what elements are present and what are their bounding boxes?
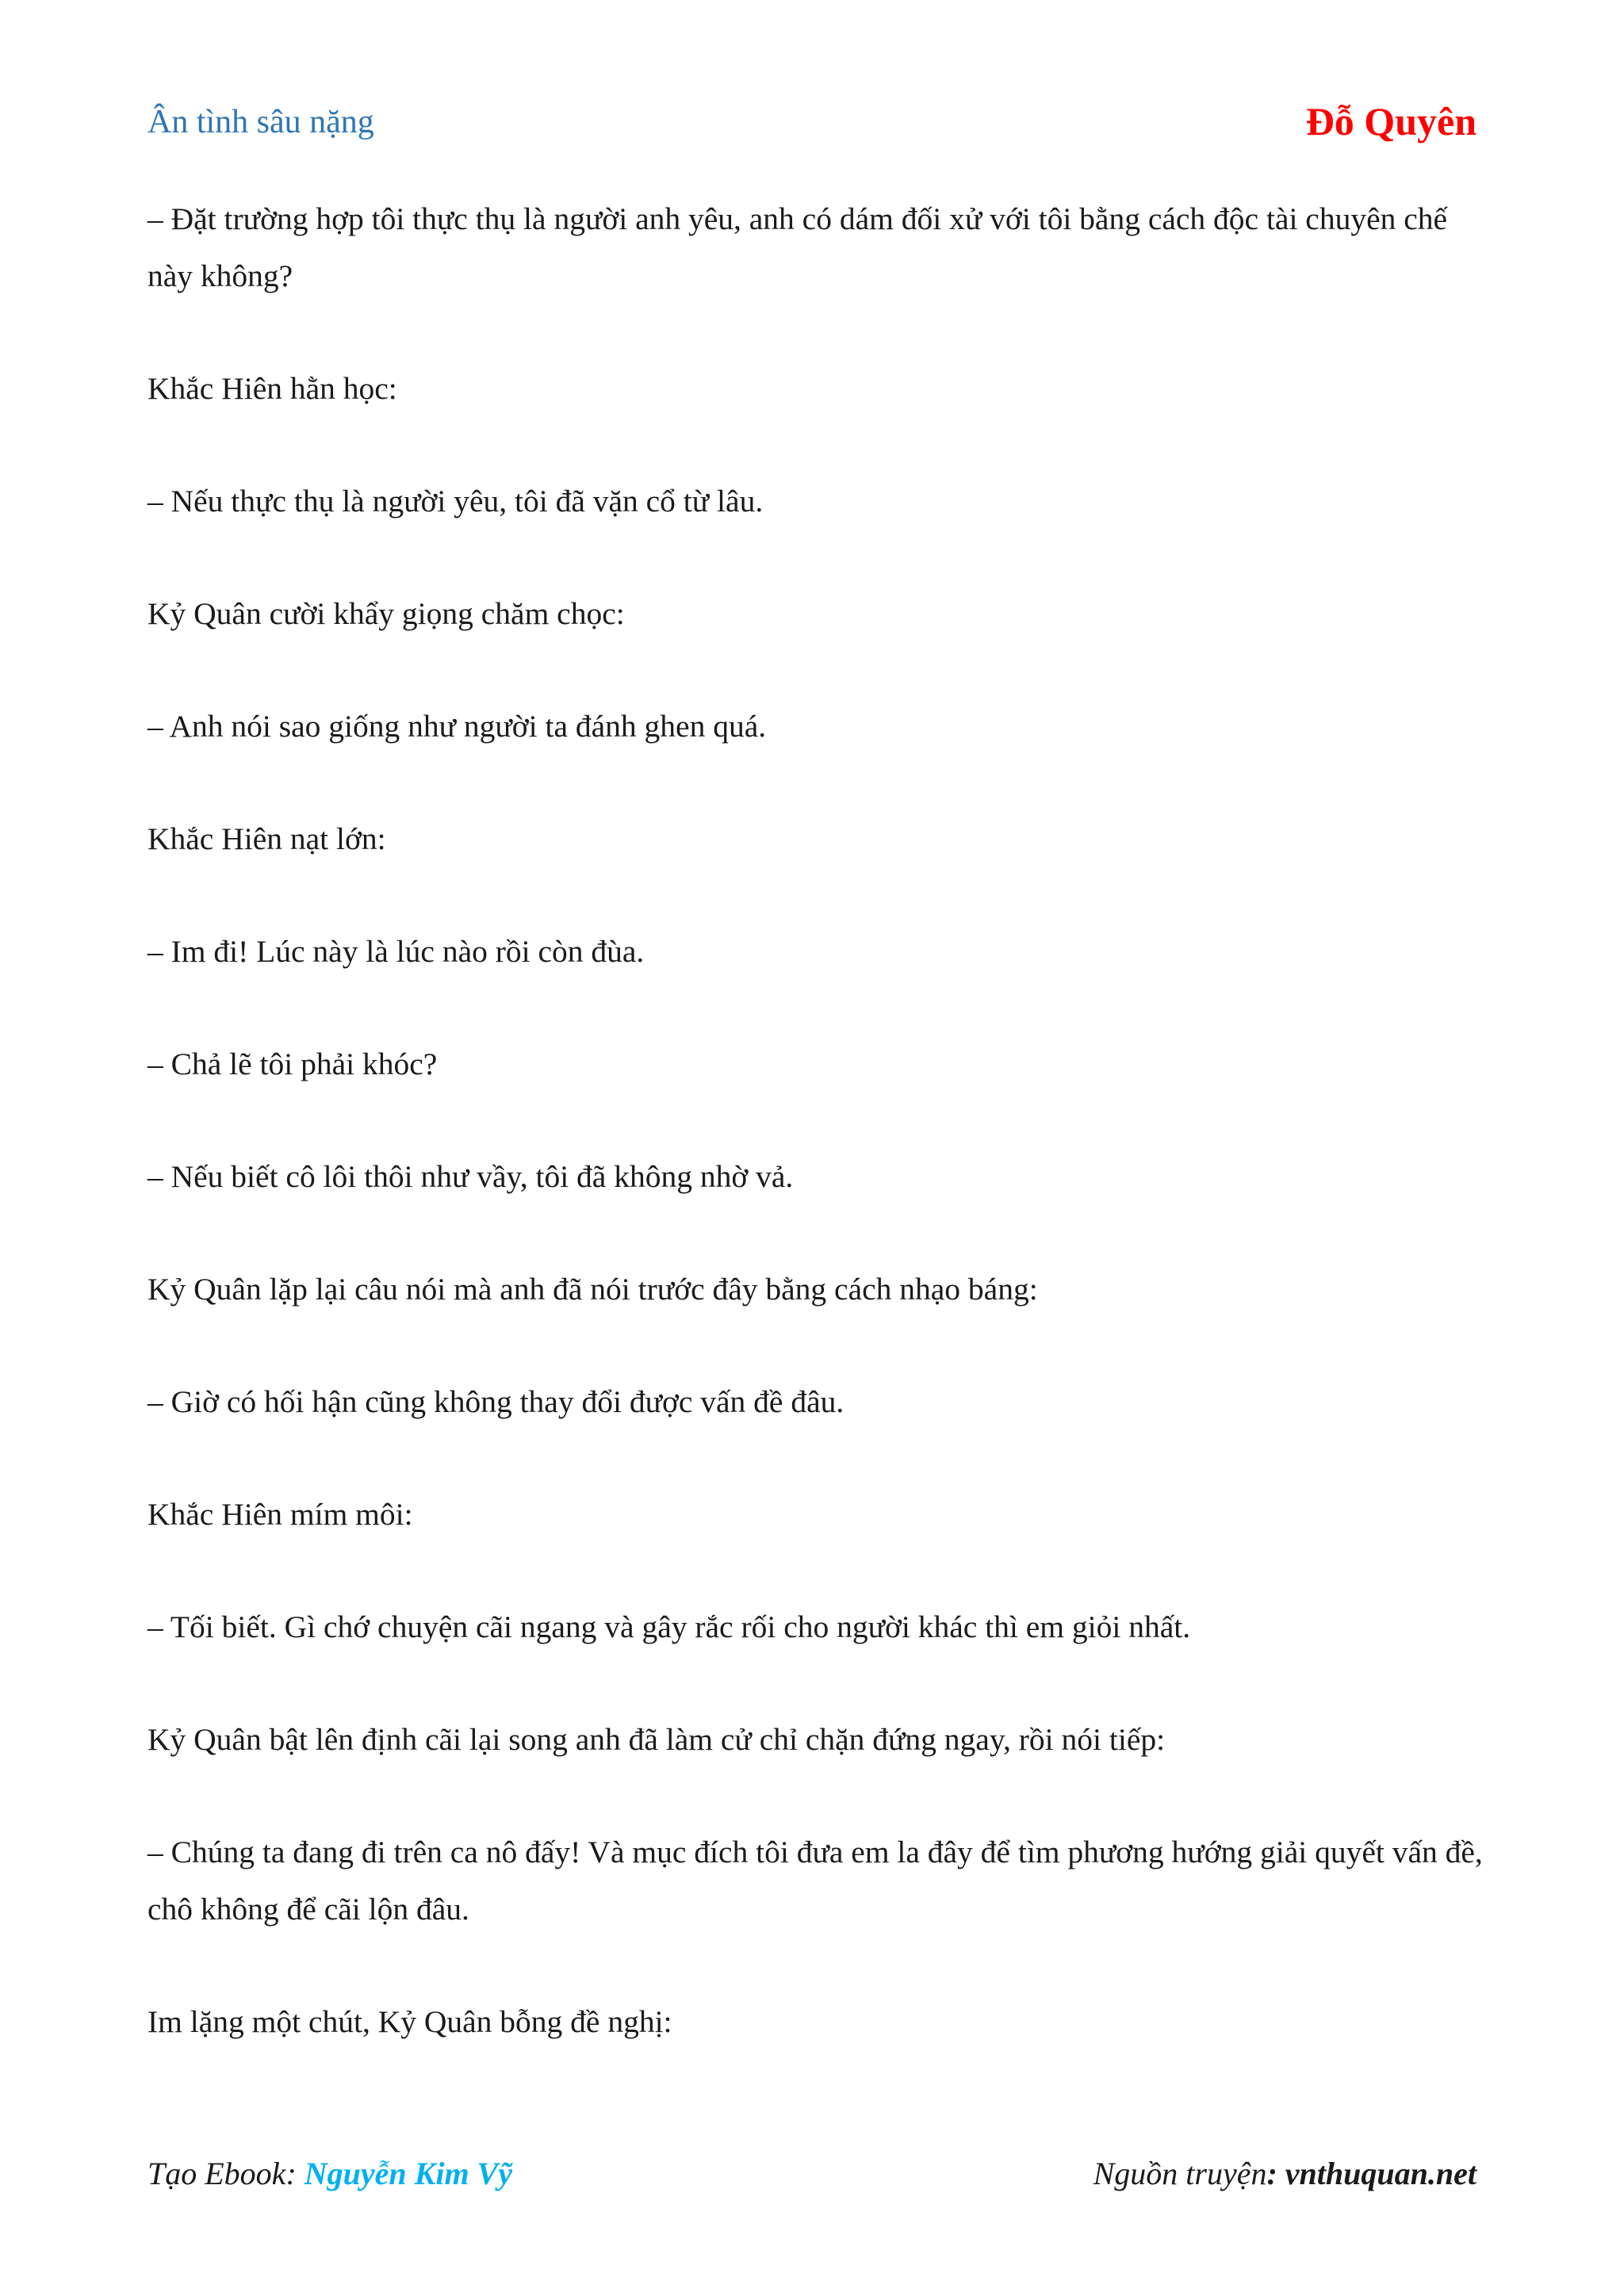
paragraph: – Nếu thực thụ là người yêu, tôi đã vặn cổ từ lâu. [147,484,764,519]
source-label: Nguồn truyện [1093,2156,1267,2191]
paragraph: Khắc Hiên hằn học: [147,371,397,406]
source-site-name: vnthuquan.net [1285,2156,1477,2191]
paragraph: – Chúng ta đang đi trên ca nô đấy! Và mục đích tôi đưa em la đây để tìm phương hướng giải quyết vấn đề, chô không để cãi lộn đâu. [147,1835,1483,1927]
paragraph: – Chả lẽ tôi phải khóc? [147,1047,438,1081]
paragraph: Kỷ Quân cười khẩy giọng chăm chọc: [147,596,625,631]
page-footer [147,2155,1477,2202]
book-author: Đỗ Quyên [1305,99,1477,144]
paragraph: Kỷ Quân bật lên định cãi lại song anh đã làm cử chỉ chặn đứng ngay, rồi nói tiếp: [147,1722,1166,1757]
paragraph: – Im đi! Lúc này là lúc nào rồi còn đùa. [147,934,645,969]
ebook-creator-name: Nguyễn Kim Vỹ [304,2156,512,2191]
paragraph: Khắc Hiên nạt lớn: [147,821,386,856]
ebook-credit [147,2155,512,2192]
story-text [147,190,1488,2106]
paragraph: – Giờ có hối hận cũng không thay đổi được vấn đề đâu. [147,1384,845,1419]
source-separator: : [1266,2156,1285,2191]
paragraph: Im lặng một chút, Kỷ Quân bỗng đề nghị: [147,2004,672,2039]
paragraph: – Nếu biết cô lôi thôi như vầy, tôi đã không nhờ vả. [147,1159,794,1194]
source-credit [1094,2155,1477,2192]
paragraph: – Tối biết. Gì chớ chuyện cãi ngang và gây rắc rối cho người khác thì em giỏi nhất. [147,1609,1191,1644]
book-title: Ân tình sâu nặng [147,104,374,140]
paragraph: – Anh nói sao giống như người ta đánh ghen quá. [147,709,767,744]
paragraph: Khắc Hiên mím môi: [147,1497,413,1532]
paragraph: – Đặt trường hợp tôi thực thụ là người anh yêu, anh có dám đối xử với tôi bằng cách độc tài chuyên chế này không? [147,201,1448,293]
page-header [147,98,1477,162]
paragraph: Kỷ Quân lặp lại câu nói mà anh đã nói trước đây bằng cách nhạo báng: [147,1272,1038,1307]
ebook-separator: : [285,2156,304,2191]
ebook-label: Tạo Ebook [147,2156,286,2191]
